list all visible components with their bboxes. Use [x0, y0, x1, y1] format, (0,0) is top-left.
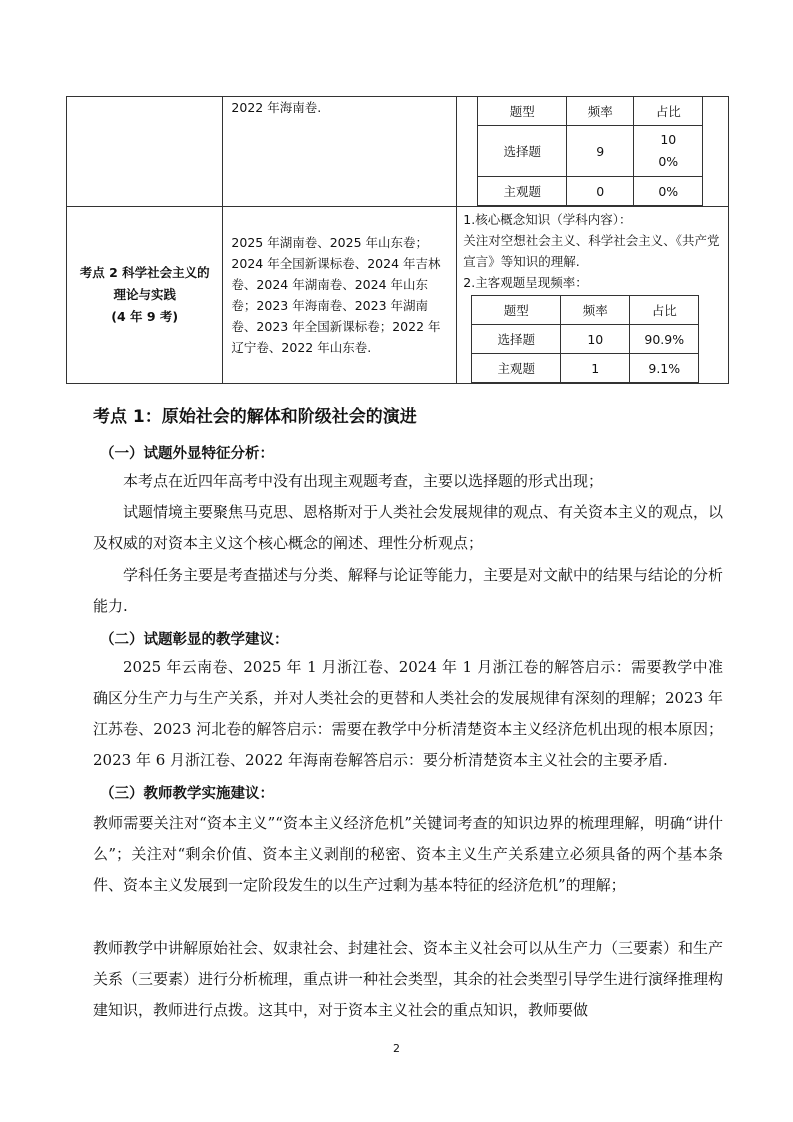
subsection-heading-1: （一）试题外显特征分析： [100, 446, 274, 462]
table-row [67, 97, 729, 207]
cell-type: 选择题 [478, 126, 567, 177]
sources-text: 2022 年海南卷. [231, 100, 322, 115]
paragraph: 教师教学中讲解原始社会、奴隶社会、封建社会、资本主义社会可以从生产力（三要素）和生产关系（三要素）进行分析梳理，重点讲一种社会类型，其余的社会类型引导学生进行演绎推理构建知识，教师进行点拨。这其中，对于资本主义社会的重点知识，教师要做 [93, 939, 724, 1019]
stats-cell [457, 97, 729, 207]
frequency-table [471, 295, 699, 383]
stats-cell [457, 207, 729, 384]
topic-cell-empty [67, 97, 223, 207]
cell-type: 主观题 [478, 177, 567, 206]
cell-type: 主观题 [472, 354, 561, 383]
header-type: 题型 [472, 296, 561, 325]
frequency-table [477, 96, 703, 206]
sources-cell [223, 207, 457, 384]
sources-cell [223, 97, 457, 207]
section-title: 考点 1：原始社会的解体和阶级社会的演进 [93, 407, 417, 427]
subsection-heading-2: （二）试题彰显的教学建议： [100, 632, 289, 648]
paragraph: 2025 年云南卷、2025 年 1 月浙江卷、2024 年 1 月浙江卷的解答启示：需要教学中准确区分生产力与生产关系，并对人类社会的更替和人类社会的发展规律有深刻的理解；2023 年江苏卷、2023 河北卷的解答启示：需要在教学中分析清楚资本主义经济危机出现的根本原因；2023 年 6 月浙江卷、2022 年海南卷解答启示：要分析清楚资本主义社会的主要矛盾. [93, 658, 723, 769]
cell-frequency: 10 [561, 325, 630, 354]
table-row [67, 207, 729, 384]
sources-text: 2025 年湖南卷、2025 年山东卷；2024 年全国新课标卷、2024 年吉林卷、2024 年湖南卷、2024 年山东卷；2023 年海南卷、2023 年湖南卷、2023 年全国新课标卷；2022 年辽宁卷、2022 年山东卷. [231, 235, 441, 355]
cell-type: 选择题 [472, 325, 561, 354]
header-frequency: 频率 [567, 97, 634, 126]
page-number: 2 [393, 1042, 400, 1055]
topic-count: (4 年 9 考) [111, 309, 179, 324]
info-heading-2: 2.主客观题呈现频率： [463, 275, 588, 290]
cell-frequency: 1 [561, 354, 630, 383]
info-heading-1: 1.核心概念知识（学科内容）： [463, 212, 632, 227]
paragraph: 试题情境主要聚焦马克思、恩格斯对于人类社会发展规律的观点、有关资本主义的观点，以及权威的对资本主义这个核心概念的阐述、理性分析观点； [93, 503, 724, 552]
topic-cell [67, 207, 223, 384]
info-text: 关注对空想社会主义、科学社会主义、《共产党宣言》等知识的理解. [463, 233, 720, 269]
cell-frequency: 9 [567, 126, 634, 177]
cell-ratio: 0% [634, 177, 703, 206]
subsection-heading-3: （三）教师教学实施建议： [100, 786, 274, 802]
cell-ratio: 100% [634, 126, 703, 177]
cell-ratio: 90.9% [630, 325, 699, 354]
header-type: 题型 [478, 97, 567, 126]
paragraph: 本考点在近四年高考中没有出现主观题考查，主要以选择题的形式出现； [123, 472, 604, 490]
header-ratio: 占比 [634, 97, 703, 126]
cell-frequency: 0 [567, 177, 634, 206]
paragraph: 学科任务主要是考查描述与分类、解释与论证等能力，主要是对文献中的结果与结论的分析能力. [93, 566, 724, 615]
cell-ratio: 9.1% [630, 354, 699, 383]
topic-title-line2: 理论与实践 [113, 287, 176, 302]
topic-title-line1: 考点 2 科学社会主义的 [79, 265, 210, 280]
paragraph: 教师需要关注对“资本主义”“资本主义经济危机”关键词考查的知识边界的梳理理解，明确“讲什么”；关注对“剩余价值、资本主义剥削的秘密、资本主义生产关系建立必须具备的两个基本条件、资本主义发展到一定阶段发生的以生产过剩为基本特征的经济危机”的理解； [93, 814, 723, 894]
header-frequency: 频率 [561, 296, 630, 325]
header-ratio: 占比 [630, 296, 699, 325]
exam-topic-table [66, 96, 729, 384]
